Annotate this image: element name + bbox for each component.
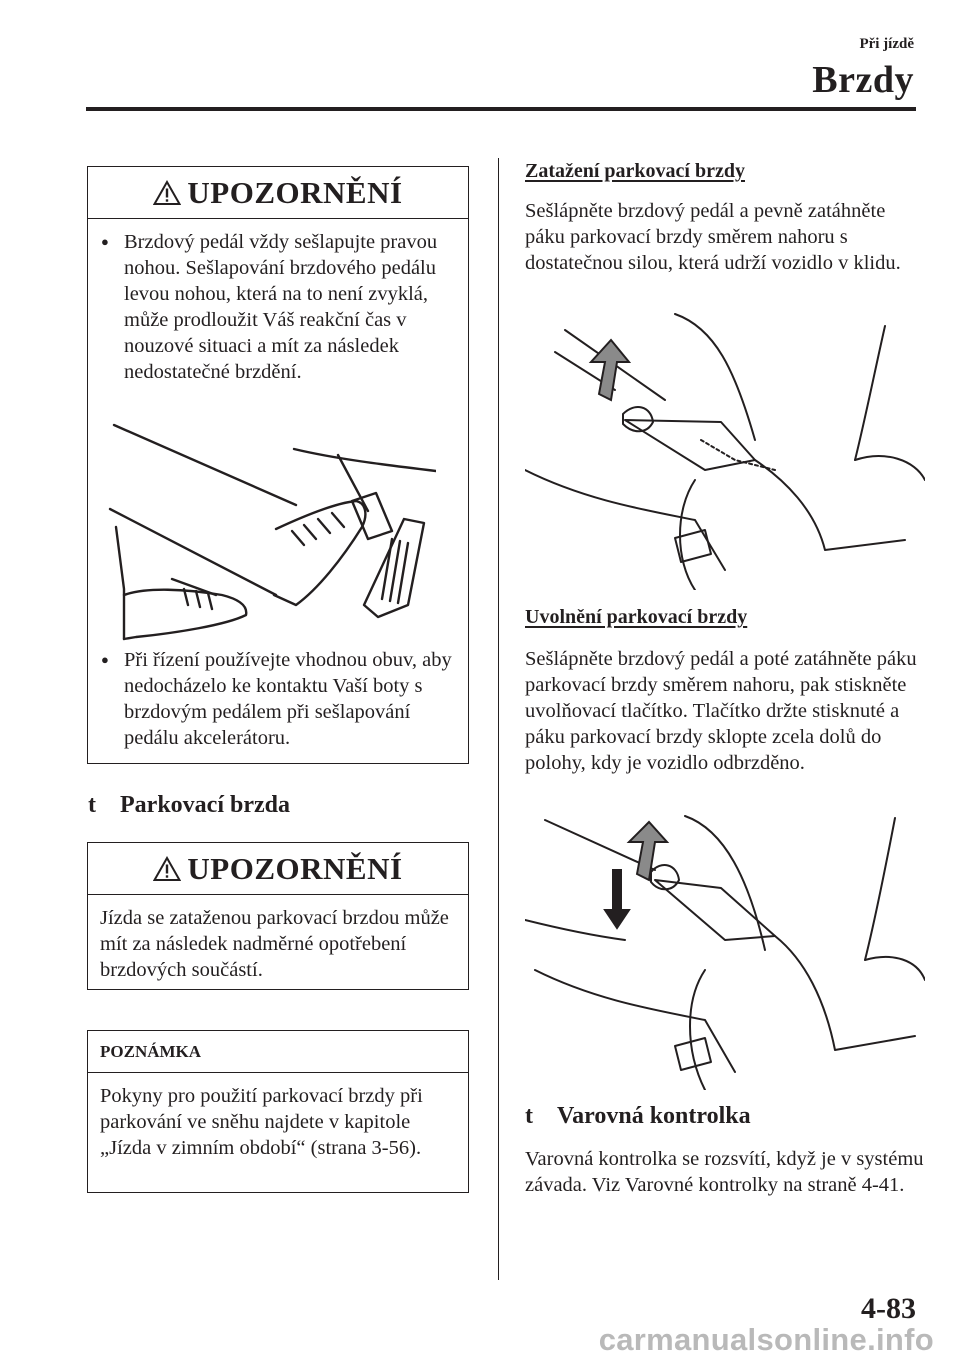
warning-light-text: Varovná kontrolka se rozsvítí, když je v systému závada. Viz Varovné kontrolky na straně 4-41. [525,1148,924,1196]
warning-bullet [88,229,468,385]
bullet-dot: ● [101,234,109,249]
bullet-text: Brzdový pedál vždy sešlapujte pravou nohou. Sešlapování brzdového pedálu levou nohou, která na to není zvyklá, může prodloužit Váš reakční čas v nouzové situaci a mít za následek nedostatečné brzdění. [124,231,438,383]
subhead-release-parking-brake: Uvolnění parkovací brzdy [525,606,748,628]
watermark: carmanualsonline.info [598,1322,934,1357]
section-title-warning-light [525,1103,751,1130]
release-text: Sešlápněte brzdový pedál a poté zatáhněte páku parkovací brzdy směrem nahoru, pak stiskněte uvolňovací tlačítko. Tlačítko držte stisknuté a páku parkovací brzdy sklopte zcela dolů do polohy, kdy je vozidlo odbrzděno. [525,648,917,774]
chapter-heading: Při jízdě [859,36,914,52]
warning-header [88,167,468,219]
warning-title: UPOZORNĚNÍ [187,174,403,210]
section-title-text: Varovná kontrolka [557,1103,751,1129]
apply-text: Sešlápněte brzdový pedál a pevně zatáhněte páku parkovací brzdy směrem nahoru s dostatečnou silou, která udrží vozidlo v klidu. [525,200,901,274]
subhead-apply-parking-brake: Zatažení parkovací brzdy [525,160,745,182]
pedal-illustration [106,419,436,651]
parking-brake-release-illustration [525,810,925,1090]
warning-triangle-icon [153,180,181,206]
warning-bullet [88,647,468,751]
note-header: POZNÁMKA [88,1031,468,1073]
bullet-dot: ● [101,652,109,667]
warning-header [88,843,468,895]
warning-triangle-icon [153,856,181,882]
section-title-parking-brake [88,792,290,819]
header-rule [86,107,916,111]
section-marker: t [525,1103,533,1129]
section-marker: t [88,792,96,818]
page-title: Brzdy [812,59,914,101]
parking-brake-apply-illustration [525,310,925,590]
warning-text: Jízda se zataženou parkovací brzdou může mít za následek nadměrné opotřebení brzdových součástí. [100,907,449,981]
page-number: 4-83 [861,1292,916,1325]
warning-title: UPOZORNĚNÍ [187,850,403,886]
warning-box-parking [87,842,469,990]
warning-box-pedal [87,166,469,764]
section-title-text: Parkovací brzda [120,792,290,818]
note-text: Pokyny pro použití parkovací brzdy při parkování ve sněhu najdete v kapitole „Jízda v zimním období“ (strana 3-56). [100,1085,423,1159]
bullet-text: Při řízení používejte vhodnou obuv, aby nedocházelo ke kontaktu Vaší boty s brzdovým pedálem při sešlapování pedálu akcelerátoru. [124,649,452,749]
column-divider [498,158,499,1280]
note-box [87,1030,469,1193]
